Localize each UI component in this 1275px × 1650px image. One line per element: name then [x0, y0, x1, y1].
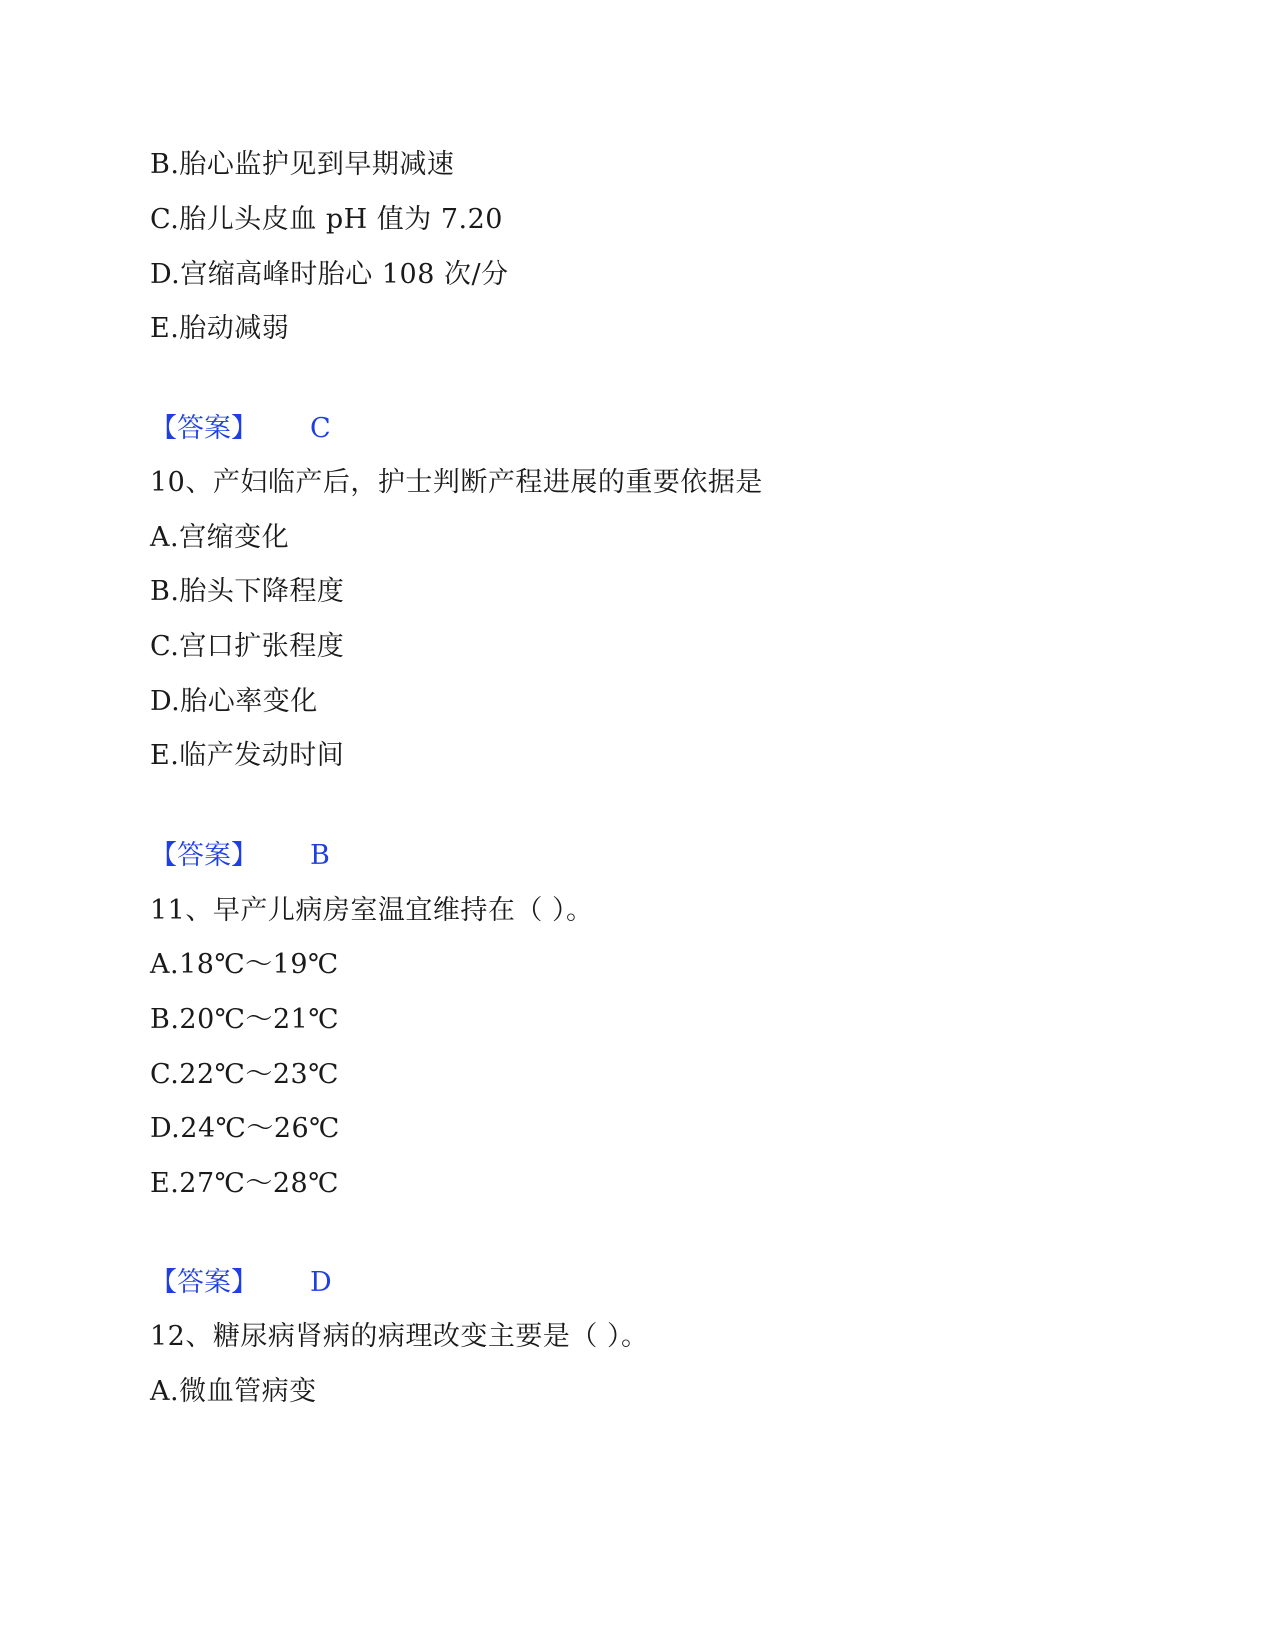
q10-answer [150, 839, 330, 873]
q9-option-c: C.胎儿头皮血 pH 值为 7.20 [150, 204, 503, 235]
answer-label: 【答案】 [150, 413, 258, 444]
answer-value: B [310, 840, 330, 871]
answer-value: D [310, 1267, 332, 1298]
q10-option-b: B.胎头下降程度 [150, 576, 345, 607]
answer-value: C [310, 413, 331, 444]
q10-option-a: A.宫缩变化 [150, 522, 290, 553]
q11-option-a: A.18℃～19℃ [150, 949, 339, 980]
q11-option-d: D.24℃～26℃ [150, 1113, 340, 1144]
q11-question: 11、早产儿病房室温宜维持在（ ）。 [150, 895, 594, 926]
answer-label: 【答案】 [150, 840, 258, 871]
q9-option-b: B.胎心监护见到早期减速 [150, 149, 455, 180]
q12-question: 12、糖尿病肾病的病理改变主要是（ ）。 [150, 1321, 649, 1352]
q11-option-c: C.22℃～23℃ [150, 1059, 339, 1090]
q9-answer [150, 412, 331, 446]
answer-label: 【答案】 [150, 1267, 258, 1298]
q10-option-e: E.临产发动时间 [150, 740, 345, 771]
q10-option-d: D.胎心率变化 [150, 686, 318, 717]
q9-option-e: E.胎动减弱 [150, 313, 290, 344]
q9-option-d: D.宫缩高峰时胎心 108 次/分 [150, 259, 509, 290]
q10-question: 10、产妇临产后，护士判断产程进展的重要依据是 [150, 467, 763, 498]
q11-answer [150, 1266, 332, 1300]
q11-option-e: E.27℃～28℃ [150, 1168, 339, 1199]
q10-option-c: C.宫口扩张程度 [150, 631, 345, 662]
q11-option-b: B.20℃～21℃ [150, 1004, 340, 1035]
q12-option-a: A.微血管病变 [150, 1376, 317, 1407]
